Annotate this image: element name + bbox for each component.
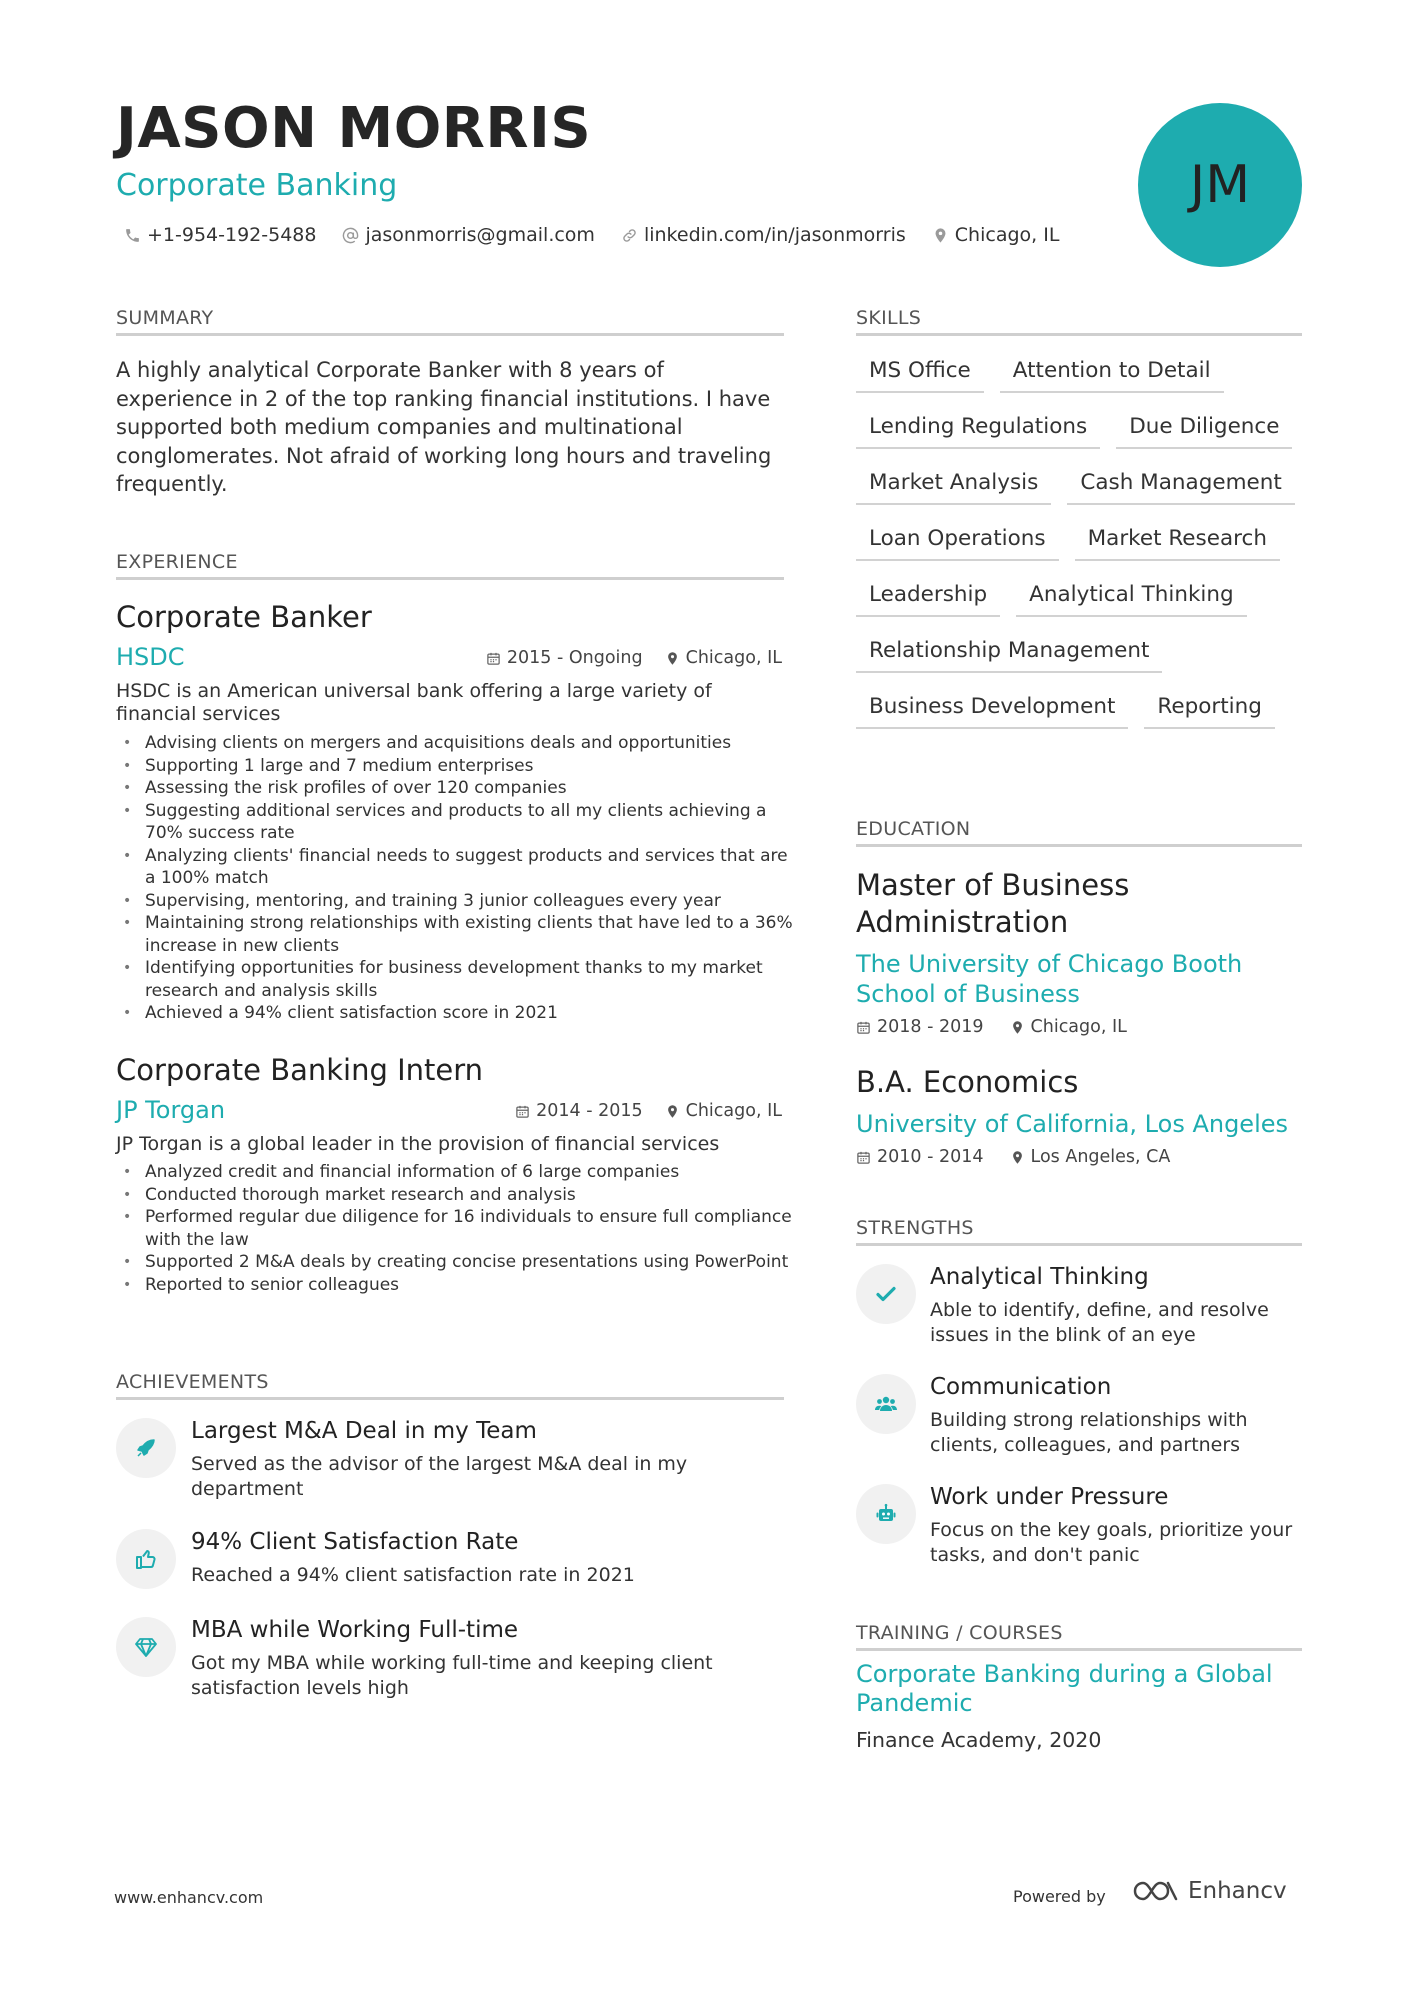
job-bullet: • Supporting 1 large and 7 medium enterprises — [116, 755, 796, 778]
strength-item — [856, 1484, 1306, 1574]
education-degree: B.A. Economics — [856, 1065, 1079, 1099]
skill-tag: Leadership — [856, 578, 1000, 617]
education-degree: Master of Business Administration — [856, 868, 1130, 939]
job-bullet: • Analyzing clients' financial needs to suggest products and services that are a 100% match — [116, 845, 796, 890]
contact-phone-text: +1-954-192-5488 — [147, 224, 317, 246]
location-icon — [1010, 1020, 1025, 1035]
education-location — [1010, 1147, 1171, 1167]
summary-divider — [116, 333, 784, 336]
users-icon — [874, 1392, 898, 1416]
job-bullet: • Supervising, mentoring, and training 3 junior colleagues every year — [116, 890, 796, 913]
job-dates — [515, 1101, 643, 1121]
skill-tag: Relationship Management — [856, 634, 1162, 673]
job-location-text: Chicago, IL — [685, 648, 782, 668]
strength-description: Able to identify, define, and resolve issues in the blink of an eye — [930, 1299, 1269, 1346]
contact-location — [932, 224, 1060, 246]
achievement-title: 94% Client Satisfaction Rate — [191, 1529, 519, 1555]
strength-description: Focus on the key goals, prioritize your tasks, and don't panic — [930, 1519, 1293, 1566]
candidate-title: Corporate Banking — [116, 168, 398, 203]
skill-tag: Market Analysis — [856, 466, 1051, 505]
contact-linkedin-text: linkedin.com/in/jasonmorris — [643, 224, 906, 246]
skills-row — [856, 522, 1306, 561]
skill-tag: Due Diligence — [1116, 410, 1292, 449]
skills-divider — [856, 333, 1302, 336]
job-meta — [486, 648, 782, 668]
location-icon — [665, 1104, 680, 1119]
skill-tag: Analytical Thinking — [1016, 578, 1246, 617]
training-divider — [856, 1648, 1302, 1651]
summary-text: A highly analytical Corporate Banker with 8 years of experience in 2 of the top ranking financial institutions. I have supported both medium companies and multinational conglomerates. Not afraid of working long hours and traveling frequently. — [116, 358, 772, 496]
thumbs-up-icon — [134, 1547, 158, 1571]
job-bullet: • Identifying opportunities for business development thanks to my market research and analysis skills — [116, 957, 796, 1002]
skills-row — [856, 410, 1306, 449]
achievement-icon-wrap — [116, 1529, 176, 1589]
education-meta — [856, 1017, 1127, 1037]
job-location-text: Chicago, IL — [685, 1101, 782, 1121]
education-divider — [856, 844, 1302, 847]
skill-tag: Cash Management — [1067, 466, 1294, 505]
job-meta — [515, 1101, 782, 1121]
strength-title: Communication — [930, 1374, 1112, 1400]
diamond-icon — [134, 1635, 158, 1659]
achievement-description: Served as the advisor of the largest M&A deal in my department — [191, 1453, 688, 1500]
job-location — [665, 648, 782, 668]
experience-divider — [116, 577, 784, 580]
job-title: Corporate Banker — [116, 600, 372, 634]
skill-tag: Market Research — [1075, 522, 1280, 561]
achievement-title: MBA while Working Full-time — [191, 1617, 519, 1643]
education-dates — [856, 1017, 984, 1037]
achievement-item — [116, 1529, 796, 1599]
contact-phone[interactable] — [124, 224, 316, 246]
skills-row — [856, 354, 1306, 393]
strength-title: Work under Pressure — [930, 1484, 1169, 1510]
strengths-heading: STRENGTHS — [856, 1217, 974, 1239]
job-description: JP Torgan is a global leader in the provision of financial services — [116, 1133, 720, 1155]
skills-row — [856, 578, 1306, 617]
job-company: HSDC — [116, 643, 185, 671]
job-bullet: • Advising clients on mergers and acquisitions deals and opportunities — [116, 732, 796, 755]
skill-tag: Loan Operations — [856, 522, 1059, 561]
experience-heading: EXPERIENCE — [116, 551, 238, 573]
contact-email-text: jasonmorris@gmail.com — [365, 224, 595, 246]
contact-email[interactable] — [342, 224, 594, 246]
enhancv-brand: Enhancv — [1188, 1878, 1287, 1904]
achievement-description: Got my MBA while working full-time and keeping client satisfaction levels high — [191, 1652, 713, 1699]
at-icon — [342, 227, 359, 244]
footer-url[interactable]: www.enhancv.com — [114, 1888, 264, 1907]
achievements-divider — [116, 1397, 784, 1400]
robot-icon — [874, 1502, 898, 1526]
job-location — [665, 1101, 782, 1121]
contact-linkedin[interactable] — [621, 224, 906, 246]
strength-description: Building strong relationships with clients, colleagues, and partners — [930, 1409, 1248, 1456]
achievement-icon-wrap — [116, 1617, 176, 1677]
job-dates-text: 2015 - Ongoing — [506, 648, 643, 668]
course-title: Corporate Banking during a Global Pandemic — [856, 1660, 1273, 1717]
education-dates-text: 2010 - 2014 — [877, 1147, 984, 1167]
enhancv-logo-icon — [1132, 1878, 1180, 1904]
education-dates — [856, 1147, 984, 1167]
education-school: The University of Chicago Booth School of Business — [856, 950, 1243, 1008]
job-bullet: • Conducted thorough market research and analysis — [116, 1184, 796, 1207]
skills-list — [856, 354, 1306, 746]
skill-tag: MS Office — [856, 354, 984, 393]
calendar-icon — [856, 1020, 871, 1035]
strengths-divider — [856, 1243, 1302, 1246]
calendar-icon — [856, 1150, 871, 1165]
job-bullet: • Reported to senior colleagues — [116, 1274, 796, 1297]
job-bullet: • Supported 2 M&A deals by creating concise presentations using PowerPoint — [116, 1251, 796, 1274]
job-description: HSDC is an American universal bank offering a large variety of financial services — [116, 680, 712, 725]
avatar: JM — [1138, 103, 1302, 267]
education-school: University of California, Los Angeles — [856, 1110, 1289, 1138]
footer-powered-by: Powered by — [1013, 1887, 1106, 1906]
skill-tag: Business Development — [856, 690, 1128, 729]
job-bullet: • Achieved a 94% client satisfaction score in 2021 — [116, 1002, 796, 1025]
job-bullet: • Assessing the risk profiles of over 120 companies — [116, 777, 796, 800]
strength-icon-wrap — [856, 1484, 916, 1544]
strength-title: Analytical Thinking — [930, 1264, 1149, 1290]
phone-icon — [124, 227, 141, 244]
location-icon — [665, 651, 680, 666]
education-heading: EDUCATION — [856, 818, 971, 840]
job-company: JP Torgan — [116, 1096, 226, 1124]
education-location-text: Los Angeles, CA — [1030, 1147, 1171, 1167]
course-subtitle: Finance Academy, 2020 — [856, 1728, 1102, 1752]
training-heading: TRAINING / COURSES — [856, 1622, 1063, 1644]
job-bullet: • Suggesting additional services and products to all my clients achieving a 70% success rate — [116, 800, 796, 845]
job-bullets — [116, 732, 796, 1025]
job-bullet: • Maintaining strong relationships with existing clients that have led to a 36% increase in new clients — [116, 912, 796, 957]
enhancv-logo[interactable] — [1132, 1878, 1287, 1904]
job-dates-text: 2014 - 2015 — [536, 1101, 643, 1121]
education-dates-text: 2018 - 2019 — [877, 1017, 984, 1037]
skills-row — [856, 634, 1306, 673]
rocket-icon — [134, 1436, 158, 1460]
job-dates — [486, 648, 643, 668]
contact-bar — [124, 224, 1059, 246]
achievement-title: Largest M&A Deal in my Team — [191, 1418, 537, 1444]
job-bullets — [116, 1161, 796, 1296]
skill-tag: Attention to Detail — [1000, 354, 1224, 393]
skill-tag: Reporting — [1144, 690, 1275, 729]
skill-tag: Lending Regulations — [856, 410, 1100, 449]
skills-heading: SKILLS — [856, 307, 922, 329]
summary-heading: SUMMARY — [116, 307, 214, 329]
achievement-description: Reached a 94% client satisfaction rate in 2021 — [191, 1564, 635, 1586]
job-bullet: • Analyzed credit and financial information of 6 large companies — [116, 1161, 796, 1184]
location-icon — [932, 227, 949, 244]
achievement-item — [116, 1617, 796, 1707]
education-location-text: Chicago, IL — [1030, 1017, 1127, 1037]
calendar-icon — [486, 651, 501, 666]
calendar-icon — [515, 1104, 530, 1119]
achievement-icon-wrap — [116, 1418, 176, 1478]
strength-icon-wrap — [856, 1374, 916, 1434]
link-icon — [621, 227, 638, 244]
skills-row — [856, 690, 1306, 729]
education-location — [1010, 1017, 1127, 1037]
check-icon — [874, 1282, 898, 1306]
strength-item — [856, 1374, 1306, 1464]
job-bullet: • Performed regular due diligence for 16 individuals to ensure full compliance with the law — [116, 1206, 796, 1251]
candidate-name: JASON MORRIS — [116, 96, 592, 161]
contact-location-text: Chicago, IL — [954, 224, 1060, 246]
strength-item — [856, 1264, 1306, 1354]
location-icon — [1010, 1150, 1025, 1165]
job-title: Corporate Banking Intern — [116, 1053, 484, 1087]
achievements-heading: ACHIEVEMENTS — [116, 1371, 269, 1393]
skills-row — [856, 466, 1306, 505]
achievement-item — [116, 1418, 796, 1508]
strength-icon-wrap — [856, 1264, 916, 1324]
education-meta — [856, 1147, 1170, 1167]
